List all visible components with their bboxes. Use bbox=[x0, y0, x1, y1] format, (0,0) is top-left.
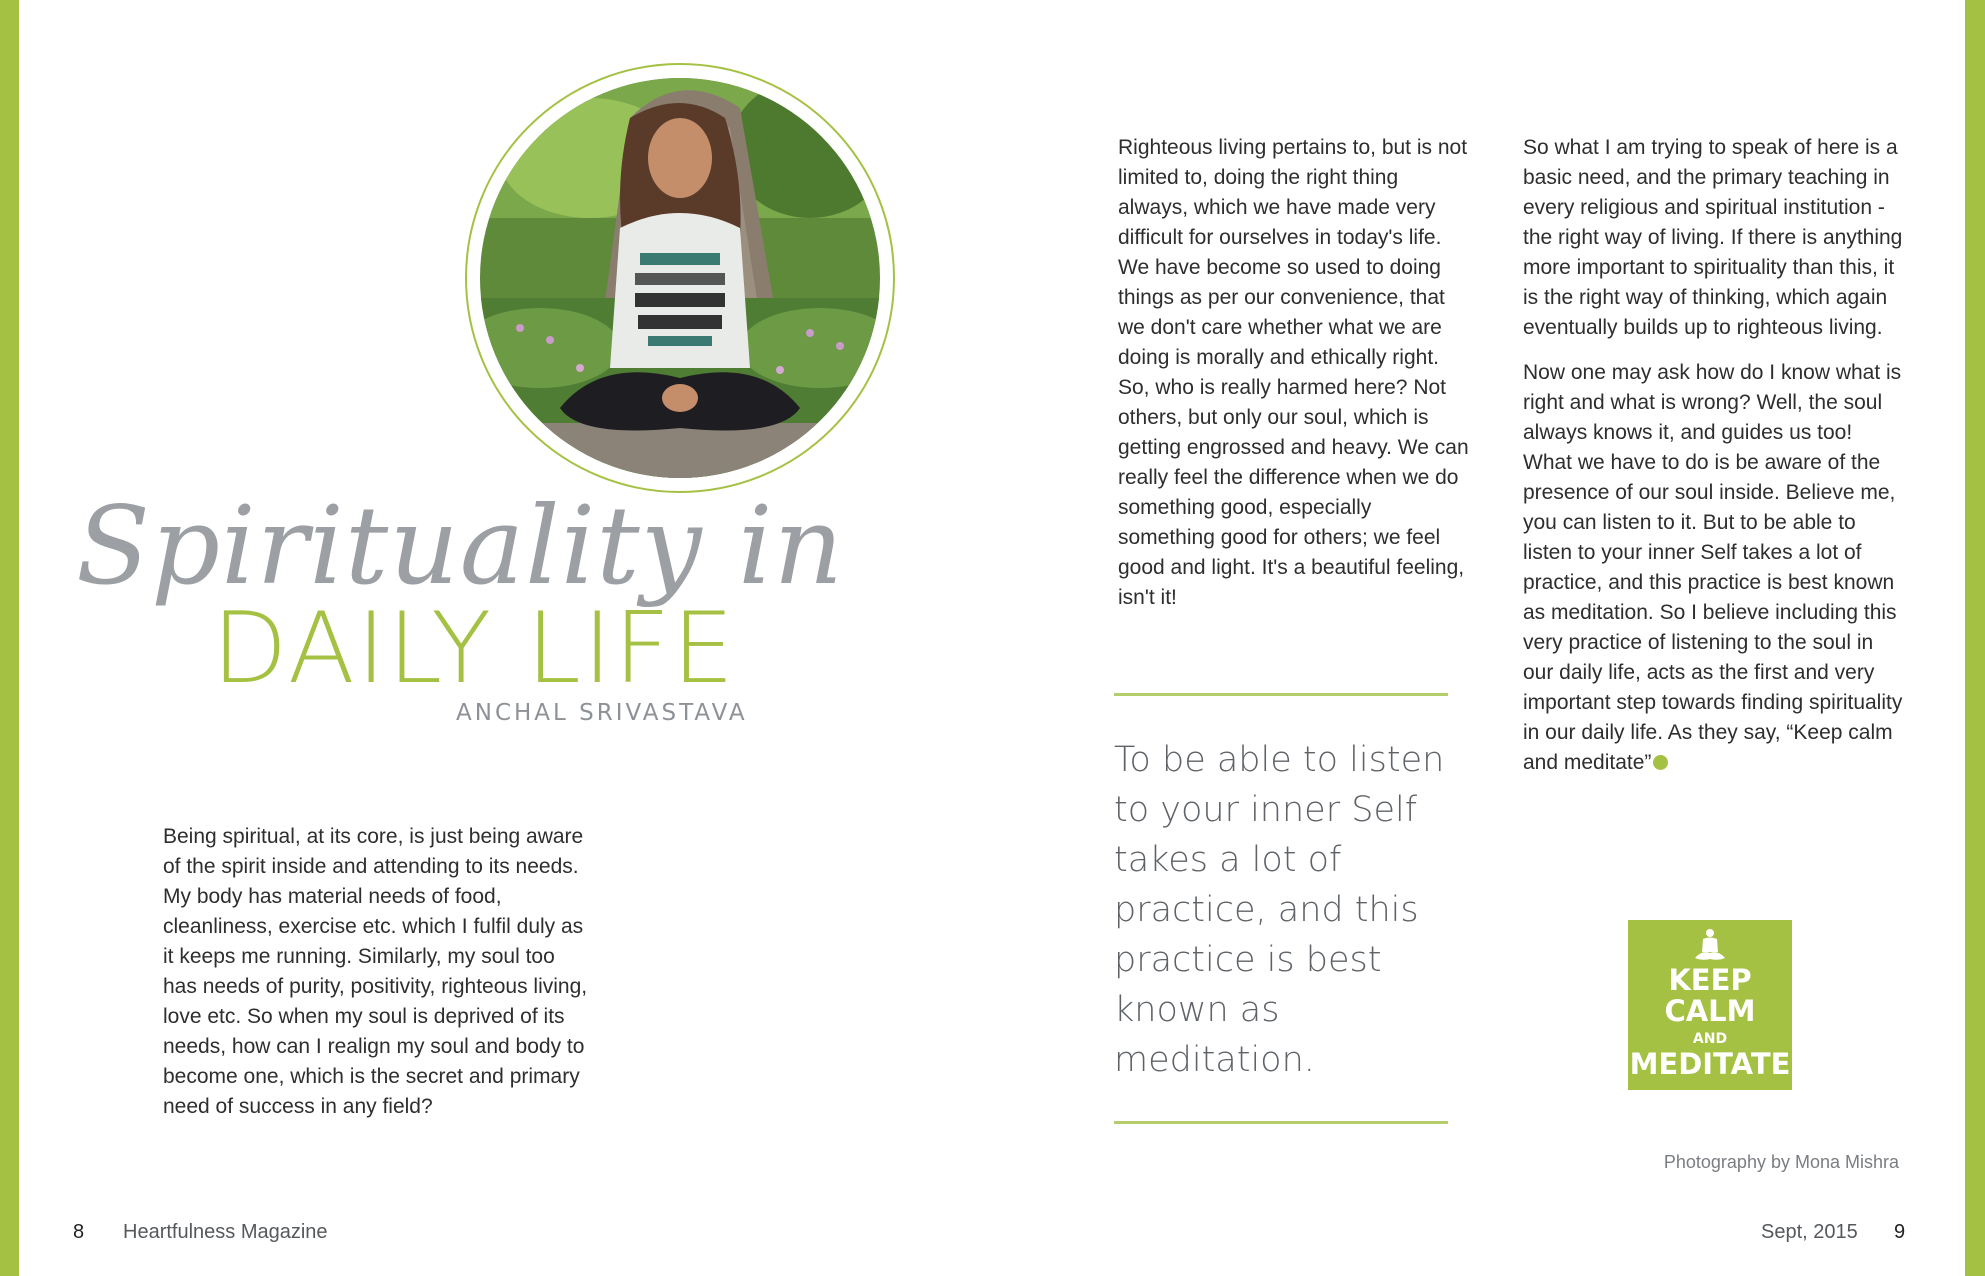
right-column-paragraph-1: So what I am trying to speak of here is a basic need, and the primary teaching in every religious and spiritual institution - the right way of living. If there is anything more important to spirituality than this, it is the right way of thinking, which again eventually builds up to righteous living. bbox=[1523, 136, 1903, 339]
magazine-name: Heartfulness Magazine bbox=[123, 1221, 328, 1243]
article-author: ANCHAL SRIVASTAVA bbox=[456, 700, 748, 726]
meditating-figure-icon bbox=[1694, 928, 1726, 962]
article-title-caps: DAILY LIFE bbox=[212, 592, 737, 706]
right-column-paragraph-2-text: Now one may ask how do I know what is right and what is wrong? Well, the soul always knows it, and guides us too! What we have to do is be aware of the presence of our soul inside. Believe me, you can listen to it. But to be able to listen to your inner Self takes a lot of practice, and this practice is best known as meditation. So I believe including this very practice of listening to the soul in our daily life, acts as the first and very important step towards finding spirituality in our daily life. As they say, “Keep calm and meditate” bbox=[1523, 361, 1903, 774]
page-number-left: 8 bbox=[73, 1221, 85, 1243]
keep-calm-line-3: AND bbox=[1692, 1031, 1728, 1047]
author-portrait-frame bbox=[465, 63, 895, 493]
body-column-left: Being spiritual, at its core, is just being aware of the spirit inside and attending to its needs. My body has material needs of food, cleanliness, exercise etc. which I fulfil duly as it keeps me running. Similarly, my soul too has needs of purity, positivity, righteous living, love etc. So when my soul is deprived of its needs, how can I realign my soul and body to become one, which is the secret and primary need of success in any field? bbox=[163, 825, 588, 1118]
end-mark-dot-icon bbox=[1653, 755, 1668, 770]
keep-calm-line-4: MEDITATE bbox=[1629, 1047, 1791, 1081]
right-column-paragraph-2 bbox=[1523, 358, 1903, 778]
pull-quote: To be able to listen to your inner Self takes a lot of practice, and this practice is best known as meditation. bbox=[1114, 740, 1445, 1080]
pull-quote-bottom-rule bbox=[1114, 1121, 1448, 1124]
article-title-script: Spirituality in bbox=[76, 484, 845, 609]
issue-date: Sept, 2015 bbox=[1761, 1221, 1858, 1243]
keep-calm-line-1: KEEP bbox=[1668, 963, 1752, 997]
page-number-right: 9 bbox=[1894, 1221, 1906, 1243]
body-column-right bbox=[1523, 133, 1903, 793]
author-portrait-photo bbox=[480, 78, 880, 478]
right-page-edge-bar bbox=[1965, 0, 1985, 1276]
keep-calm-line-2: CALM bbox=[1664, 994, 1756, 1028]
left-page-edge-bar bbox=[0, 0, 19, 1276]
pull-quote-top-rule bbox=[1114, 693, 1448, 696]
keep-calm-meditate-badge bbox=[1628, 920, 1792, 1090]
photo-credit: Photography by Mona Mishra bbox=[1663, 1152, 1899, 1172]
body-column-middle: Righteous living pertains to, but is not limited to, doing the right thing always, which we have made very difficult for ourselves in today's life. We have become so used to doing things as per our convenience, that we don't care whether what we are doing is morally and ethically right. So, who is really harmed here? Not others, but only our soul, which is getting engrossed and heavy. We can really feel the difference when we do something good, especially something good for others; we feel good and light. It's a beautiful feeling, isn't it! bbox=[1118, 136, 1469, 609]
